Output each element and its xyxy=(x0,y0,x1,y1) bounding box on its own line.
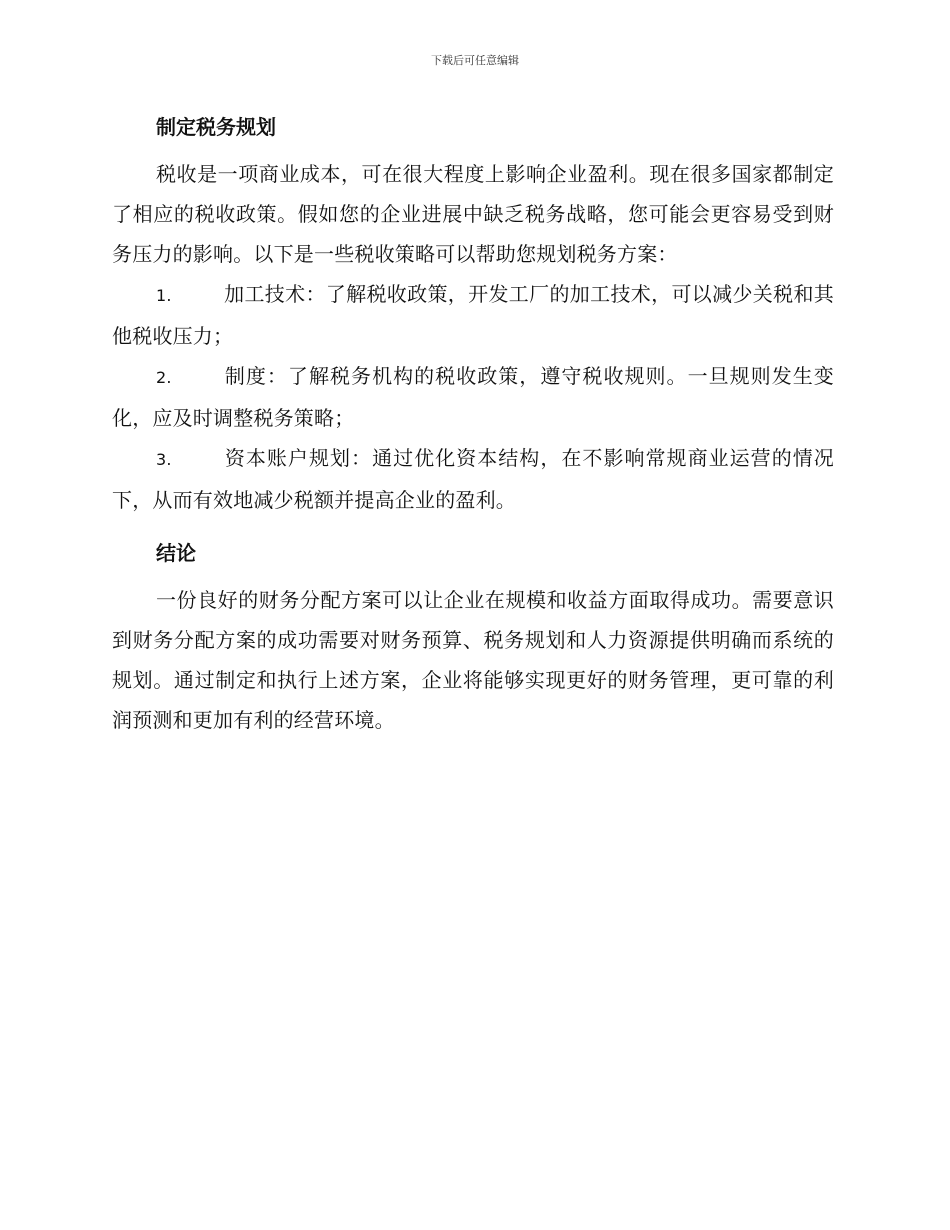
list-item-text: 加工技术：了解税收政策，开发工厂的加工技术，可以减少关税和其他税收压力； xyxy=(112,282,834,348)
list-item xyxy=(112,438,834,520)
list-item-text: 制度：了解税务机构的税收政策，遵守税收规则。一旦规则发生变化，应及时调整税务策略； xyxy=(112,364,834,430)
list-item-text: 资本账户规划：通过优化资本结构，在不影响常规商业运营的情况下，从而有效地减少税额并提高企业的盈利。 xyxy=(112,446,834,512)
list-item-number: 1. xyxy=(156,286,172,305)
conclusion-paragraph: 一份良好的财务分配方案可以让企业在规模和收益方面取得成功。需要意识到财务分配方案的成功需要对财务预算、税务规划和人力资源提供明确而系统的规划。通过制定和执行上述方案，企业将能够实现更好的财务管理，更可靠的利润预测和更加有利的经营环境。 xyxy=(112,588,834,732)
document-body xyxy=(112,110,834,740)
section-heading-conclusion: 结论 xyxy=(156,541,196,565)
tax-intro-paragraph: 税收是一项商业成本，可在很大程度上影响企业盈利。现在很多国家都制定了相应的税收政策。假如您的企业进展中缺乏税务战略，您可能会更容易受到财务压力的影响。以下是一些税收策略可以帮助您规划税务方案： xyxy=(112,162,834,266)
section-heading-tax-planning: 制定税务规划 xyxy=(156,115,276,139)
page-header: 下载后可任意编辑 xyxy=(431,54,519,67)
list-item xyxy=(112,274,834,356)
list-item-number: 3. xyxy=(156,450,172,469)
list-item-number: 2. xyxy=(156,368,172,387)
list-item xyxy=(112,356,834,438)
